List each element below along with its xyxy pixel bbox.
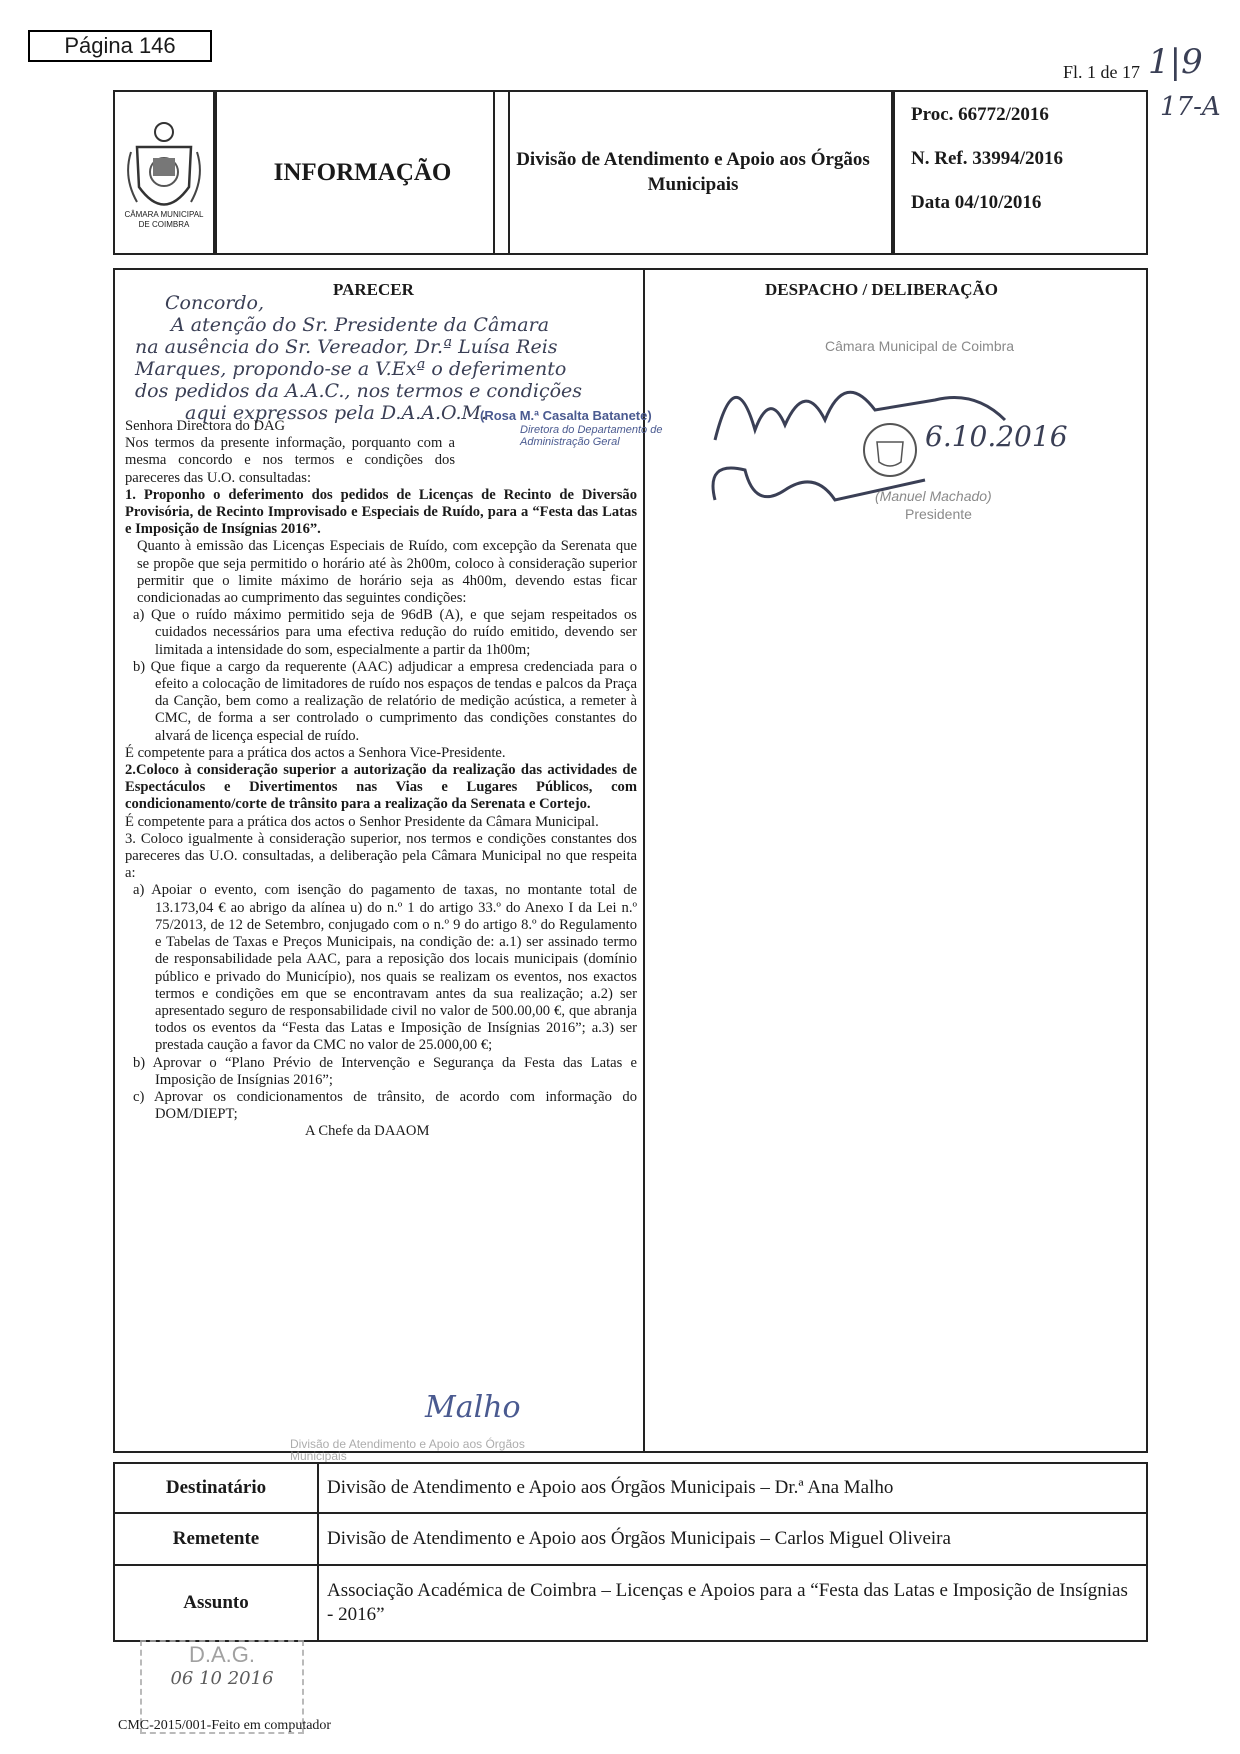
routing-value: Associação Académica de Coimbra – Licenças e Apoios para a “Festa das Latas e Imposição de Insígnias - 2016” bbox=[327, 1580, 1128, 1625]
item-1-competent: É competente para a prática dos actos a Senhora Vice-Presidente. bbox=[125, 744, 506, 761]
routing-label: Remetente bbox=[115, 1514, 319, 1564]
corner-handwriting-1: 1|9 bbox=[1148, 42, 1203, 82]
municipal-crest bbox=[113, 90, 215, 255]
item-2: 2.Coloco à consideração superior a autorização da realização das actividades de Espectáculos e Divertimentos nas Vias e Lugares Públicos, com condicionamento/corte de trânsito para a realização da Serenata e Cortejo. bbox=[125, 762, 637, 813]
routing-label: Destinatário bbox=[115, 1464, 319, 1512]
signature-role: Diretora do Departamento de Administração Geral bbox=[520, 424, 663, 448]
handwritten-line: aqui expressos pela D.A.A.O.M. bbox=[185, 402, 487, 424]
reference-number: N. Ref. 33994/2016 bbox=[911, 148, 1063, 169]
closing-stamp: Divisão de Atendimento e Apoio aos Órgãos Municipais bbox=[290, 1437, 525, 1463]
despacho-heading: DESPACHO / DELIBERAÇÃO bbox=[765, 280, 998, 299]
despacho-stamp: Câmara Municipal de Coimbra bbox=[825, 338, 1015, 354]
routing-row bbox=[115, 1464, 1146, 1514]
routing-value: Divisão de Atendimento e Apoio aos Órgãos Municipais – Carlos Miguel Oliveira bbox=[327, 1528, 951, 1550]
despacho-date: 6.10.2016 bbox=[925, 420, 1068, 453]
item-1-text: Quanto à emissão das Licenças Especiais de Ruído, com excepção da Serenata que se propõe que seja permitido o horário até às 2h00m, coloco à consideração superior permitir que o limite máximo de horário seja as 4h00m, devendo estas ficar condicionadas ao cumprimento das seguintes condições: bbox=[137, 538, 637, 607]
routing-row bbox=[115, 1566, 1146, 1640]
form-footer: CMC-2015/001-Feito em computador bbox=[118, 1718, 332, 1733]
salutation: Senhora Directora do DAG bbox=[125, 418, 286, 434]
item-3: 3. Coloco igualmente à consideração superior, nos termos e condições constantes dos pareceres das U.O. consultadas, a deliberação pela Câmara Municipal no que respeita a: bbox=[125, 830, 637, 882]
main-body bbox=[113, 268, 1148, 1463]
received-date: 06 10 2016 bbox=[170, 1668, 274, 1689]
intro-paragraph: Nos termos da presente informação, porquanto com a mesma concordo e nos termos e condições dos pareceres das U.O. consultadas: bbox=[125, 435, 455, 486]
routing-row bbox=[115, 1514, 1146, 1566]
document-header bbox=[113, 90, 1148, 255]
item-3b: b) Aprovar o “Plano Prévio de Intervenção e Segurança da Festa das Latas e Imposição de Insígnias 2016”; bbox=[133, 1054, 637, 1088]
process-number: Proc. 66772/2016 bbox=[911, 104, 1049, 125]
handwritten-line: Marques, propondo-se a V.Exª o deferimento bbox=[135, 358, 567, 380]
closing-title: A Chefe da DAAOM bbox=[305, 1123, 430, 1140]
handwritten-line: A atenção do Sr. Presidente da Câmara bbox=[171, 314, 550, 336]
process-info bbox=[893, 90, 1148, 255]
folio-number: Fl. 1 de 17 bbox=[1062, 62, 1140, 82]
despacho-signer: (Manuel Machado) bbox=[875, 488, 992, 504]
item-2-competent: É competente para a prática dos actos o Senhor Presidente da Câmara Municipal. bbox=[125, 813, 599, 830]
document-type: INFORMAÇÃO bbox=[215, 90, 510, 255]
document-date: Data 04/10/2016 bbox=[911, 192, 1042, 213]
item-1a: a) Que o ruído máximo permitido seja de 96dB (A), e que sejam respeitados os cuidados necessários para uma efectiva redução do ruído emitido, devendo ser limitada a intensidade do som, especialmente a partir da 1h00m; bbox=[133, 607, 637, 658]
item-1b: b) Que fique a cargo da requerente (AAC) adjudicar a empresa credenciada para o efeito a colocação de limitadores de ruído nos espaços de tendas e palcos da Praça da Canção, bem como a realização de relatório de medição acústica, a remeter à CMC, de forma a ser controlado o cumprimento das condições constantes do alvará de licença especial de ruído. bbox=[133, 658, 637, 744]
routing-table bbox=[113, 1462, 1148, 1642]
handwritten-line: dos pedidos da A.A.C., nos termos e condições bbox=[135, 380, 583, 402]
parecer-heading: PARECER bbox=[333, 280, 414, 299]
division-name: Divisão de Atendimento e Apoio aos Órgãos Municipais bbox=[493, 90, 893, 255]
page-label: Página 146 bbox=[28, 30, 212, 62]
routing-value: Divisão de Atendimento e Apoio aos Órgãos Municipais – Dr.ª Ana Malho bbox=[327, 1477, 894, 1499]
received-unit: D.A.G. bbox=[188, 1642, 255, 1667]
closing-signature: Malho bbox=[425, 1390, 521, 1425]
parecer-text bbox=[125, 418, 637, 1141]
handwritten-line: na ausência do Sr. Vereador, Dr.ª Luísa Reis bbox=[135, 336, 558, 358]
item-1-title: 1. Proponho o deferimento dos pedidos de Licenças de Recinto de Diversão Provisória, de Recinto Improvisado e Especiais de Ruído, para a “Festa das Latas e Imposição de Insígnias 2016”. bbox=[125, 486, 637, 538]
corner-handwriting-2: 17-A bbox=[1160, 92, 1221, 122]
handwritten-line: Concordo, bbox=[165, 292, 265, 314]
signature-stamp: (Rosa M.ª Casalta Batanete) bbox=[480, 408, 652, 423]
despacho-role: Presidente bbox=[905, 506, 972, 522]
handwritten-approval bbox=[135, 292, 625, 424]
item-3c: c) Aprovar os condicionamentos de trânsito, de acordo com informação do DOM/DIEPT; bbox=[133, 1088, 637, 1123]
item-3a: a) Apoiar o evento, com isenção do pagamento de taxas, no montante total de 13.173,04 € ao abrigo da alínea u) do n.º 1 do artigo 33.º do Anexo I da Lei n.º 75/2013, de 12 de Setembro, conjugado com o n.º 9 do artigo 8.º do Regulamento e Tabelas de Taxas e Preços Municipais, na condição de: a.1) ser assinado termo de responsabilidade pela AAC, para a reposição dos locais municipais (domínio público e privado do Município), nos quais se realizam os eventos, nos exactos termos e condições em que se encontravam antes da sua realização; a.2) ser apresentado seguro de responsabilidade civil no valor de 500.00,00 €, que abranja todos os eventos da “Festa das Latas e Imposição de Insígnias 2016”; a.3) ser prestada caução a favor da CMC no valor de 25.000,00 €; bbox=[133, 882, 637, 1054]
crest-caption: CÂMARA MUNICIPAL DE COIMBRA bbox=[124, 210, 204, 229]
routing-label: Assunto bbox=[115, 1566, 319, 1640]
